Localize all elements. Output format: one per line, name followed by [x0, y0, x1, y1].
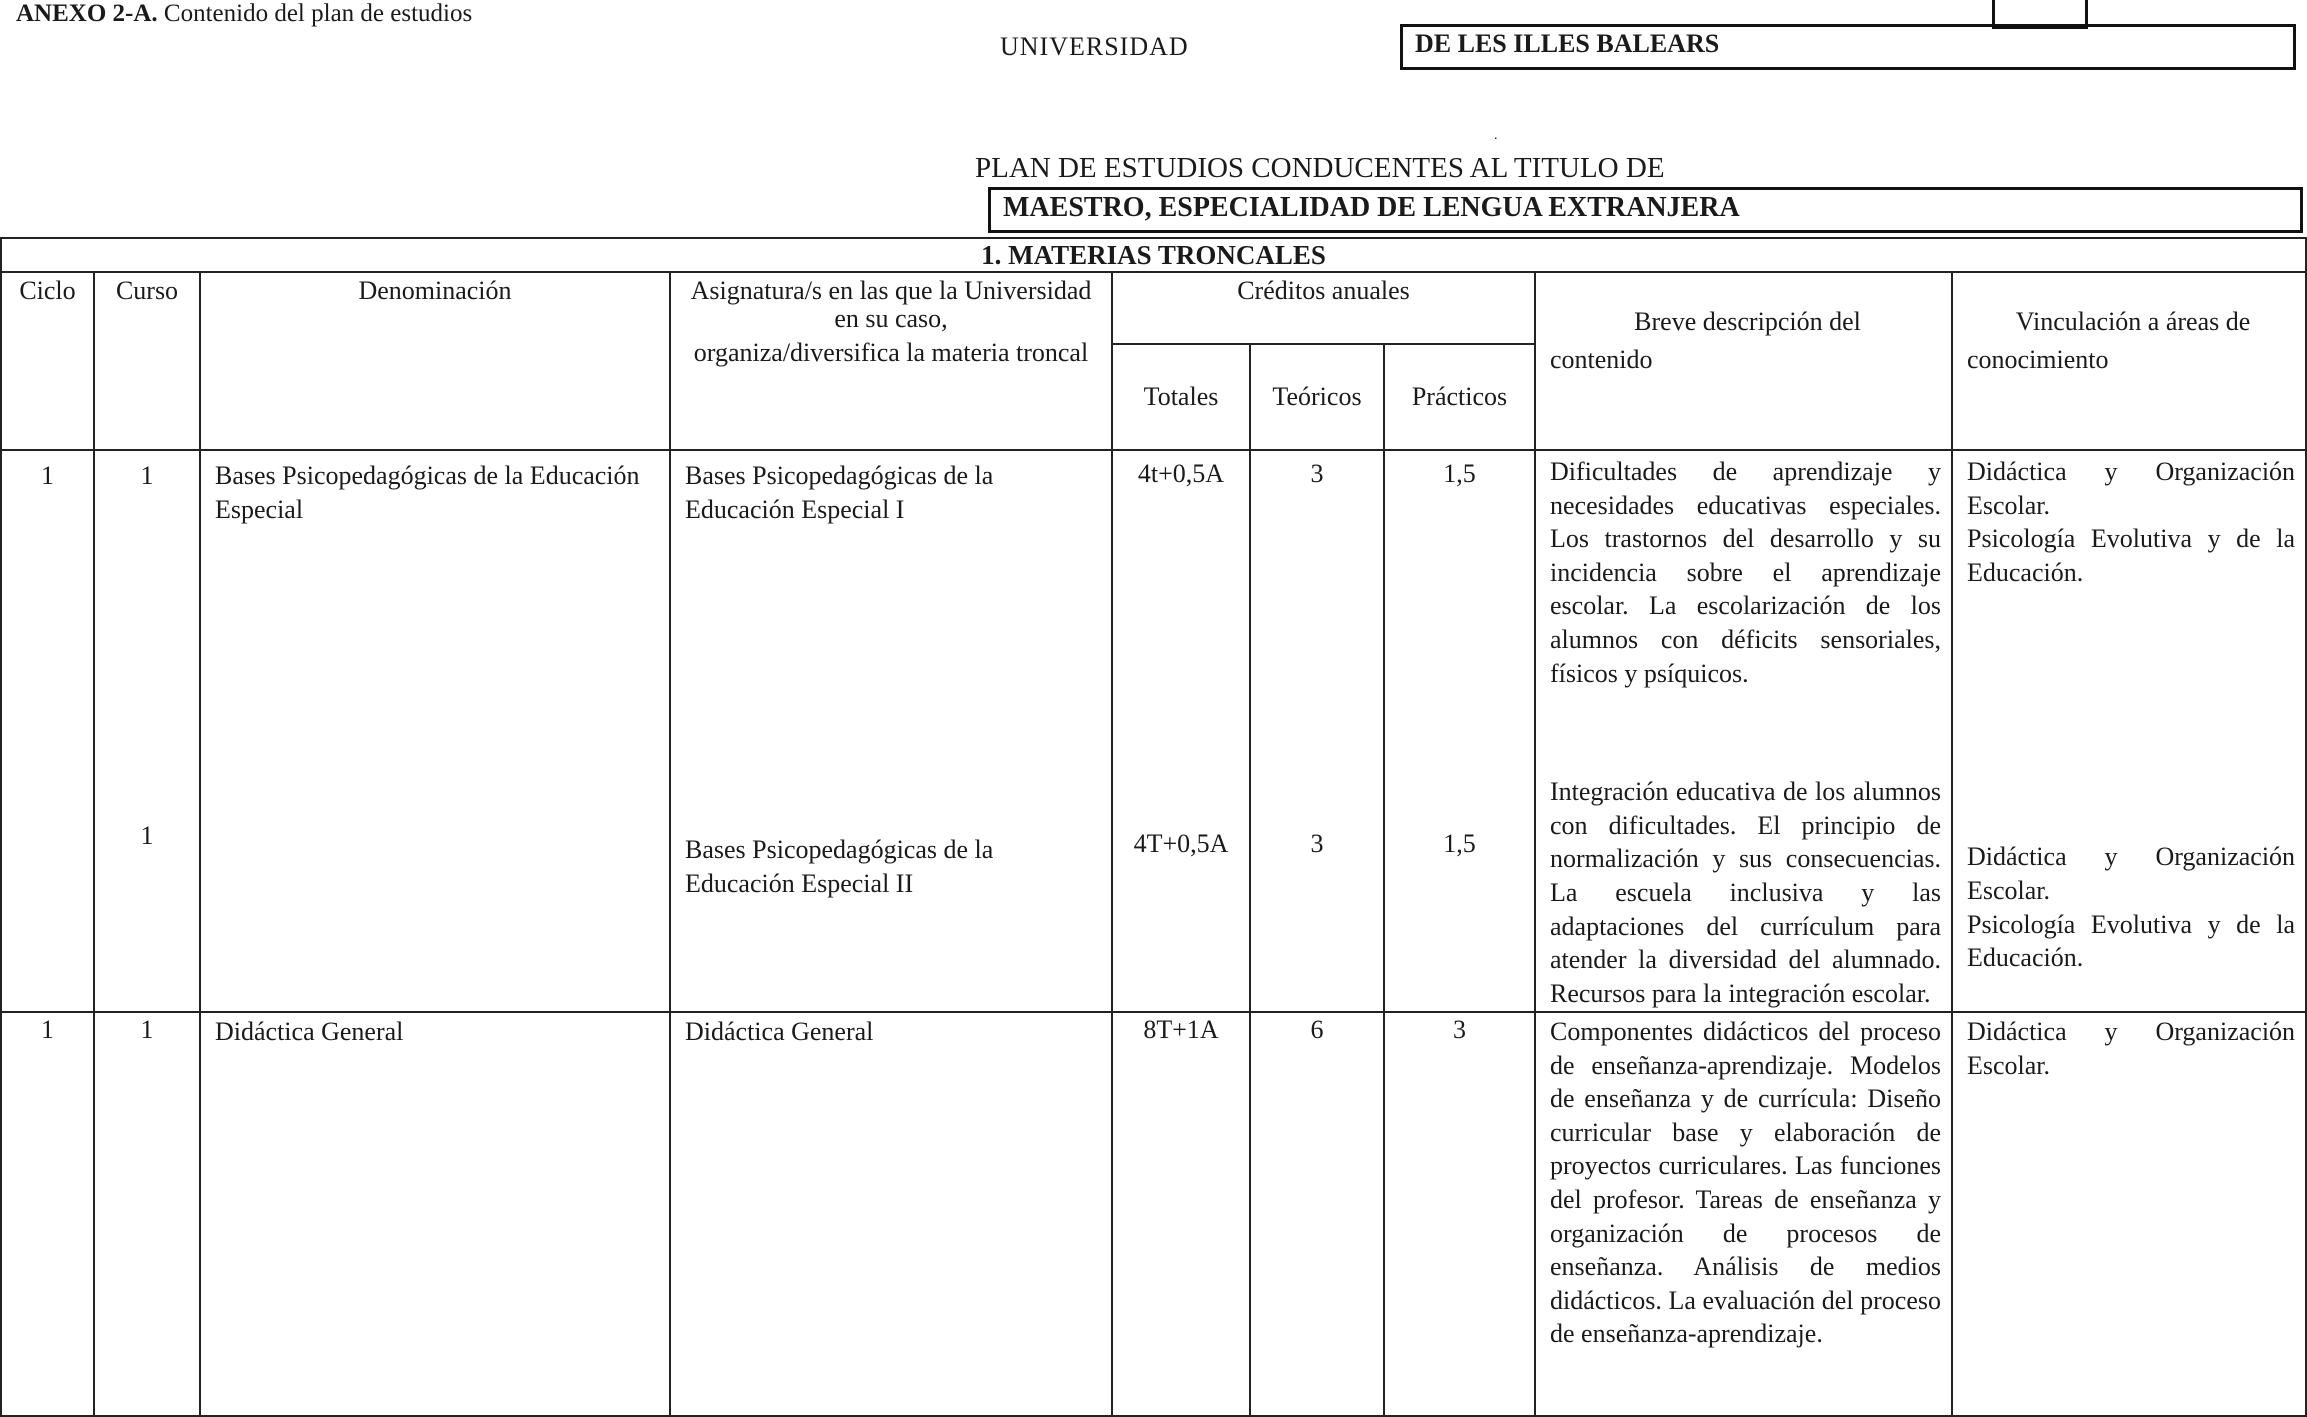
degree-title: MAESTRO, ESPECIALIDAD DE LENGUA EXTRANJERA: [1003, 192, 1740, 223]
col-asignaturas-line1: Asignatura/s en las que la Universidad: [690, 276, 1092, 305]
cell-vinculacion: Didáctica y Organización Escolar.: [1952, 1012, 2306, 1416]
practicos-value: 1,5: [1443, 459, 1476, 488]
cell-teoricos: [1250, 450, 1384, 1012]
cell-asignatura: Didáctica General: [670, 1012, 1112, 1416]
cell-vinculacion: [1952, 450, 2306, 1012]
vinculacion-value: Didáctica y Organización Escolar.: [1967, 842, 2296, 905]
cell-curso: [94, 450, 200, 1012]
teoricos-value: 3: [1310, 829, 1324, 858]
university-name: DE LES ILLES BALEARS: [1415, 29, 1720, 58]
col-descripcion-line2: contenido: [1550, 345, 1653, 374]
cell-practicos: [1384, 450, 1535, 1012]
cell-descripcion: [1535, 450, 1952, 1012]
plan-title: PLAN DE ESTUDIOS CONDUCENTES AL TITULO DE: [975, 152, 1665, 184]
stray-mark: .: [1494, 128, 1498, 143]
col-vinculacion-line2: conocimiento: [1967, 345, 2109, 374]
col-descripcion-line1: Breve descripción del: [1634, 307, 1861, 336]
cell-curso: 1: [94, 1012, 200, 1416]
descripcion-value: Dificultades de aprendizaje y necesidades educativas especiales. Los trastornos del desarrollo y su incidencia sobre el aprendizaje escolar. La escolarización de los alumnos con déficits sensoriales, físicos y psíquicos.: [1550, 457, 1941, 688]
university-name-box: [1400, 24, 2296, 70]
ciclo-value: 1: [41, 461, 54, 490]
cell-ciclo: 1: [1, 1012, 94, 1416]
col-descripcion: [1535, 272, 1952, 450]
cell-totales: [1112, 450, 1250, 1012]
vinculacion-value: Didáctica y Organización Escolar.: [1967, 457, 2296, 520]
curso-value: 1: [140, 461, 154, 490]
col-asignaturas-line2: en su caso,: [834, 304, 948, 333]
col-practicos: Prácticos: [1384, 344, 1535, 450]
cell-asignatura: [670, 450, 1112, 1012]
col-vinculacion: [1952, 272, 2306, 450]
col-asignaturas: [670, 272, 1112, 450]
cell-ciclo: [1, 450, 94, 1012]
cell-teoricos: 6: [1250, 1012, 1384, 1416]
cell-denominacion: Didáctica General: [200, 1012, 670, 1416]
cell-descripcion: Componentes didácticos del proceso de enseñanza-aprendizaje. Modelos de enseñanza y de currícula: Diseño curricular base y elaboración de proyectos curriculares. Las funciones del profesor. Tareas de enseñanza y organización de procesos de enseñanza. Análisis de medios didácticos. La evaluación del proceso de enseñanza-aprendizaje.: [1535, 1012, 1952, 1416]
col-asignaturas-line3: organiza/diversifica la materia troncal: [693, 338, 1089, 367]
col-ciclo: Ciclo: [1, 272, 94, 450]
section-title: 1. MATERIAS TRONCALES: [1, 238, 2306, 272]
practicos-value: 1,5: [1443, 829, 1476, 858]
col-totales: Totales: [1112, 344, 1250, 450]
col-vinculacion-line1: Vinculación a áreas de: [2015, 307, 2251, 336]
university-label: UNIVERSIDAD: [1000, 32, 1189, 61]
asignatura-value: Bases Psicopedagógicas de la Educación Especial I: [685, 461, 994, 524]
degree-box: [988, 187, 2303, 233]
teoricos-value: 3: [1310, 459, 1324, 488]
col-creditos: Créditos anuales: [1112, 272, 1535, 344]
materias-troncales-table: [0, 237, 2307, 1417]
table-row: [1, 450, 2306, 1012]
vinculacion-value: Psicología Evolutiva y de la Educación.: [1967, 909, 2296, 973]
page-number-box: [1992, 0, 2088, 29]
col-teoricos: Teóricos: [1250, 344, 1384, 450]
asignatura-value: Bases Psicopedagógicas de la Educación Especial II: [685, 835, 994, 898]
descripcion-value: Integración educativa de los alumnos con dificultades. El principio de normalización y sus consecuencias. La escuela inclusiva y las adaptaciones del currículum para atender la diversidad del alumnado. Recursos para la integración escolar.: [1550, 777, 1941, 1008]
col-denominacion: Denominación: [200, 272, 670, 450]
cell-denominacion: Bases Psicopedagógicas de la Educación Especial: [200, 450, 670, 1012]
totales-value: 4T+0,5A: [1133, 829, 1229, 858]
cell-totales: 8T+1A: [1112, 1012, 1250, 1416]
annex-label: ANEXO 2-A.: [16, 0, 158, 27]
curso-value: 1: [140, 821, 154, 850]
annex-text: Contenido del plan de estudios: [157, 0, 473, 27]
table-row: [1, 1012, 2306, 1416]
column-header-row: [1, 272, 2306, 344]
col-curso: Curso: [94, 272, 200, 450]
annex-heading: [16, 0, 472, 28]
totales-value: 4t+0,5A: [1137, 459, 1225, 488]
cell-practicos: 3: [1384, 1012, 1535, 1416]
vinculacion-value: Psicología Evolutiva y de la Educación.: [1967, 524, 2296, 587]
